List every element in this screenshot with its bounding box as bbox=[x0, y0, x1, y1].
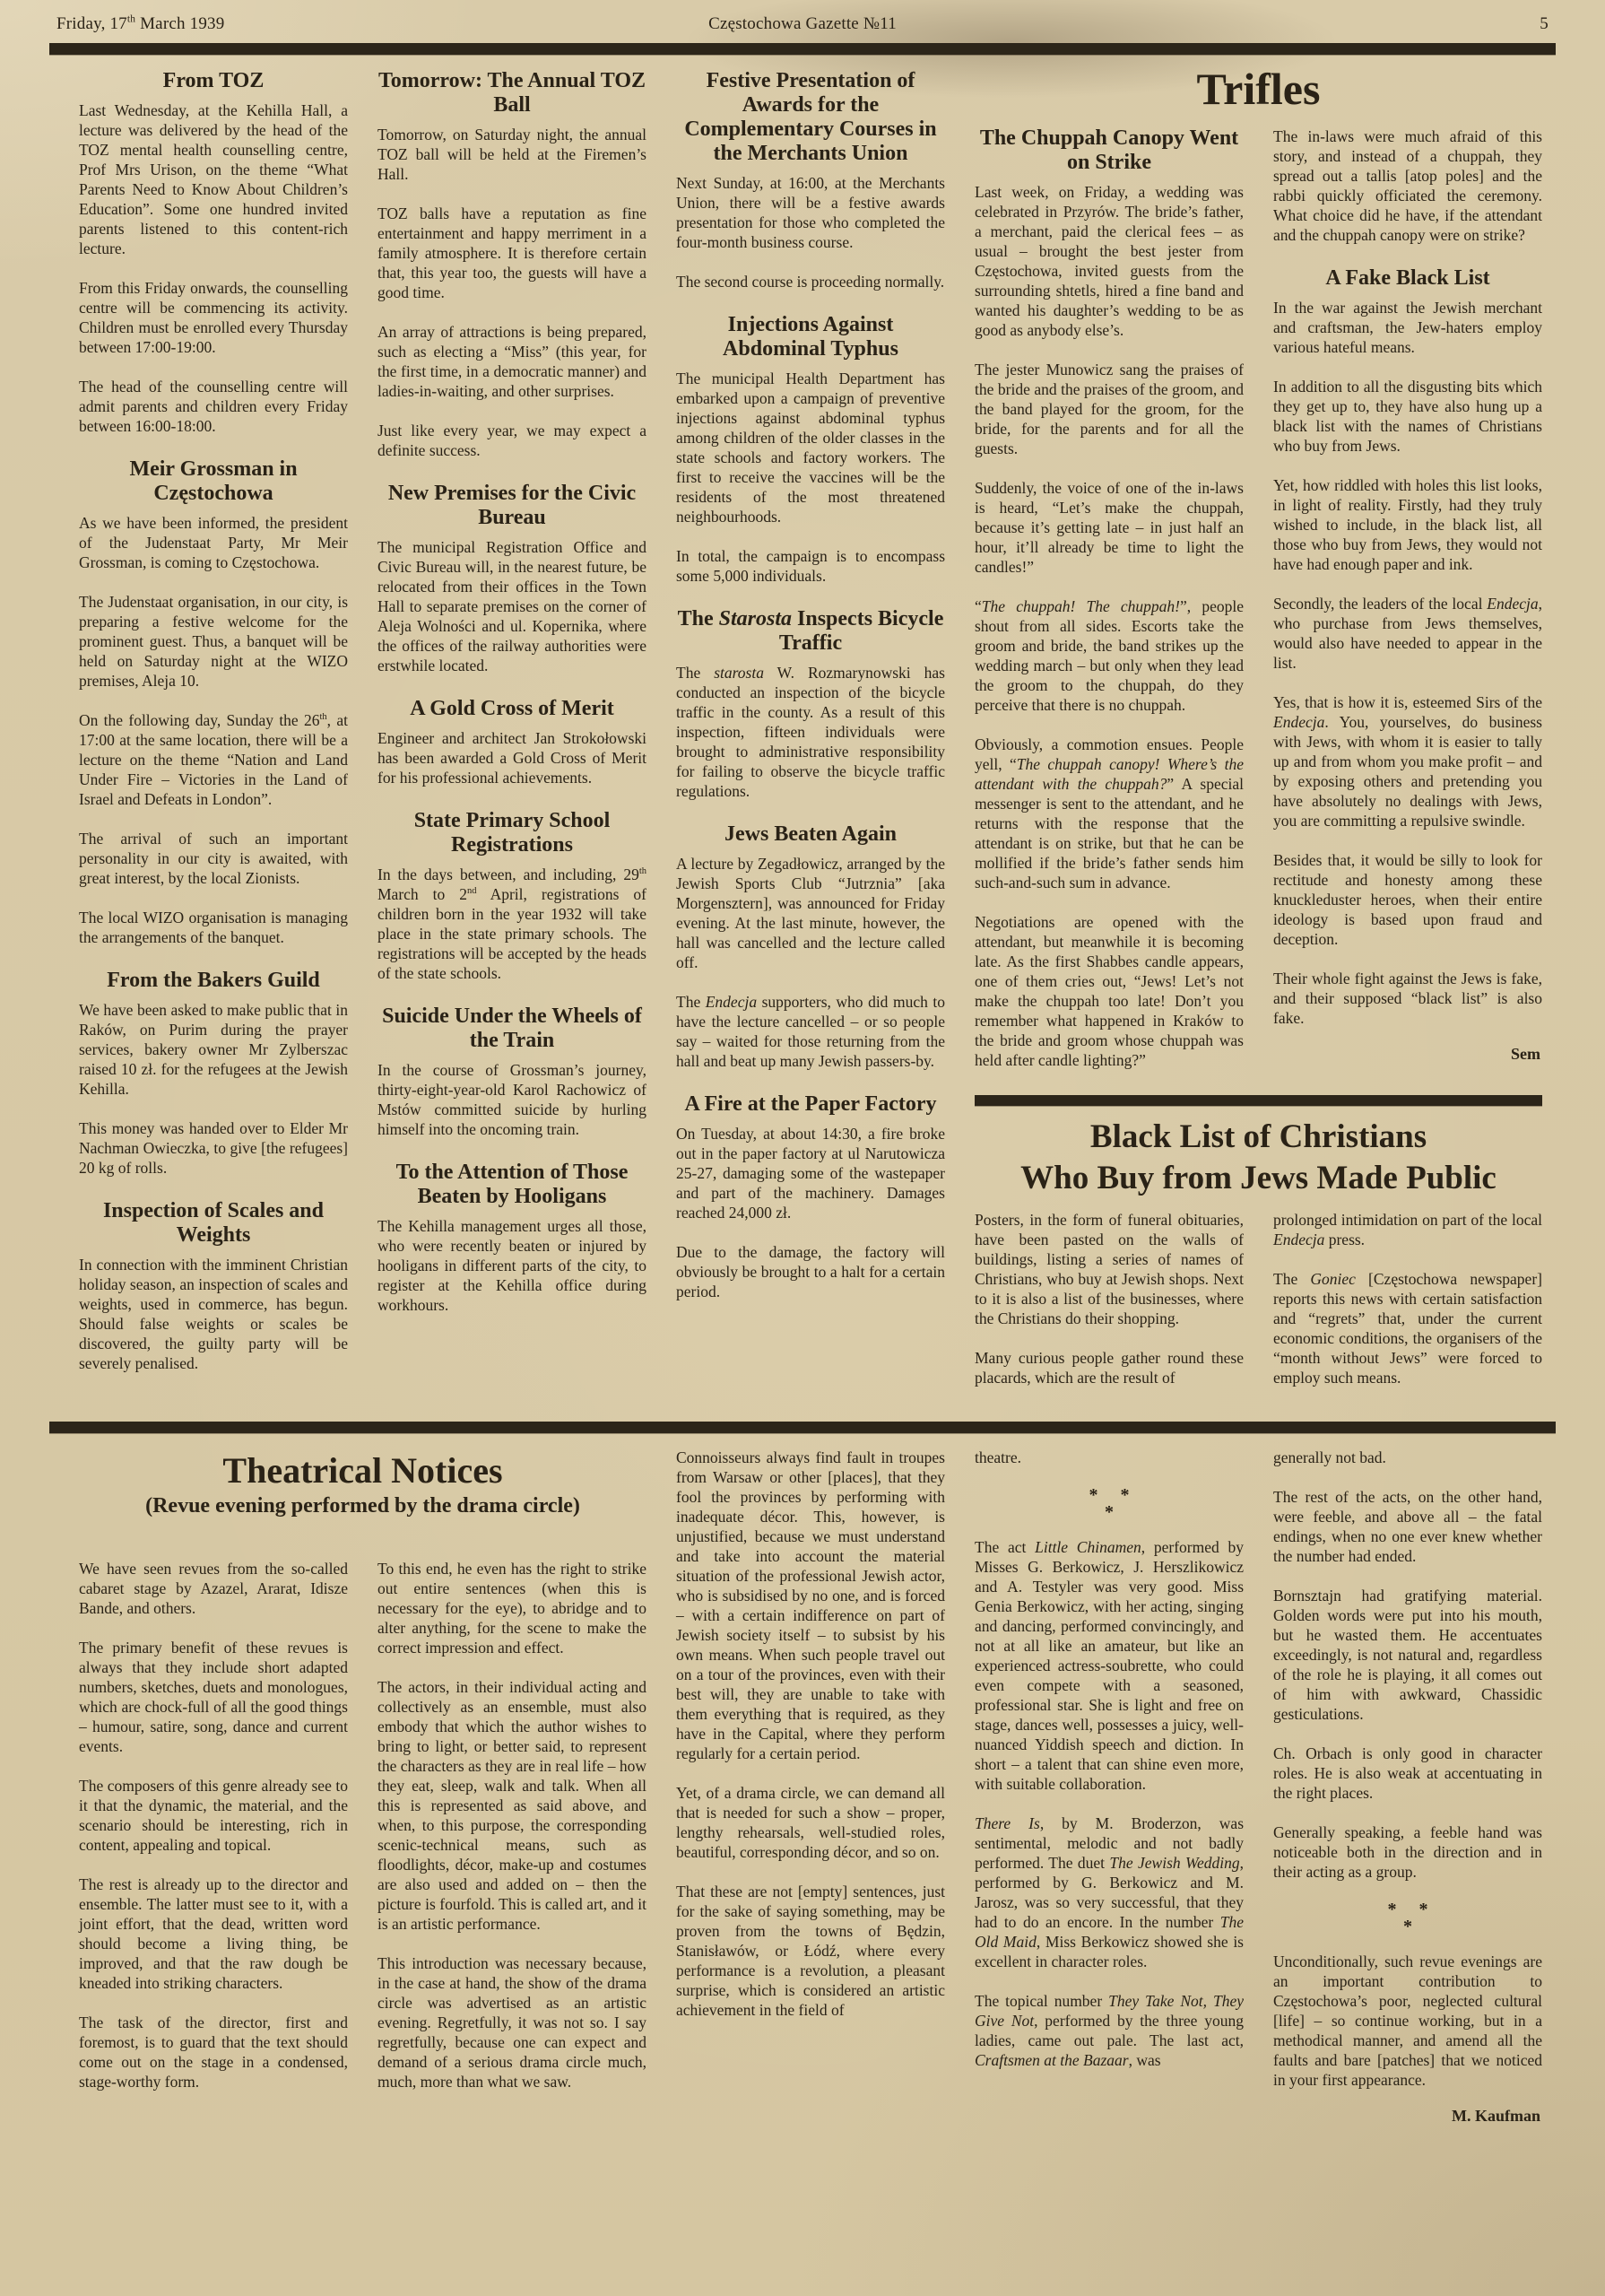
article-paragraph: Unconditionally, such revue evenings are an important contribution to Częstochowa’s poor, neglected cultural [life] – so continue working, but in a methodical manner, and amend all the faults and bare [patches] that we noticed in your first appearance. bbox=[1273, 1952, 1542, 2089]
author-signature: M. Kaufman bbox=[1452, 2107, 1540, 2125]
article-paragraph: The municipal Health Department has embarked upon a campaign of preventive injections against abdominal typhus among children of the older classes in the state schools and factory workers. The first to receive the vaccines will be the residents of the most threatened neighbourhoods. bbox=[676, 370, 945, 526]
page-number: 5 bbox=[1540, 14, 1549, 33]
article-paragraph: The composers of this genre already see to it that the dynamic, the material, and the scenario should be interesting, rich in content, appealing and topical. bbox=[79, 1777, 348, 1854]
article-paragraph: On the following day, Sunday the 26th, at 17:00 at the same location, there will be a lecture on the theme “Nation and Land Under Fire – Victories in the Land of Israel and Defeats in London”. bbox=[79, 711, 348, 808]
article-heading: The Chuppah Canopy Went on Strike bbox=[979, 126, 1239, 174]
theatrical-column-3 bbox=[676, 1448, 945, 2142]
article-paragraph: In the days between, and including, 29th March to 2nd April, registrations of children born in the year 1932 will take place in the state primary schools. The registrations will be accepted by the heads of the state schools. bbox=[377, 865, 646, 982]
article-paragraph: The primary benefit of these revues is always that they include short adapted numbers, sketches, duets and monologues, which are chock-full of all the good things – humour, satire, song, dance and current events. bbox=[79, 1639, 348, 1755]
top-column-1 bbox=[79, 69, 348, 1407]
header-rule bbox=[49, 43, 1556, 55]
theatrical-section bbox=[79, 1448, 1556, 2142]
article-paragraph: Their whole fight against the Jews is fake, and their supposed “black list” is also fake. bbox=[1273, 970, 1542, 1027]
section-divider-rule bbox=[49, 1422, 1556, 1433]
article-paragraph: Yes, that is how it is, esteemed Sirs of the Endecja. You, yourselves, do business with Jews, with whom it is easier to tally up and from whom you make profit – and by exposing others and pretending you have absolutely no dealings with Jews, you are committing a repulsive swindle. bbox=[1273, 693, 1542, 830]
article-paragraph: To this end, he even has the right to strike out entire sentences (when this is necessary for the eye), to abridge and to alter anything, for the scene to make the correct impression and effect. bbox=[377, 1560, 646, 1657]
article-paragraph: Last Wednesday, at the Kehilla Hall, a lecture was delivered by the head of the TOZ mental health counselling centre, Prof Mrs Urison, on the theme “What Parents Need to Know About Children’s Education”. Some one hundred invited parents listened to this content-rich lecture. bbox=[79, 101, 348, 257]
theatrical-column-1 bbox=[79, 1559, 348, 2142]
article-paragraph: This money was handed over to Elder Mr Nachman Owieczka, to give [the refugees] 20 kg of rolls. bbox=[79, 1119, 348, 1177]
article-paragraph: The municipal Registration Office and Civic Bureau will, in the nearest future, be relocated from their offices in the Town Hall to separate premises on the corner of Aleja Wolności and ul. Kopernika, where the offices of the railway authorities were erstwhile located. bbox=[377, 538, 646, 674]
article-paragraph: The second course is proceeding normally. bbox=[676, 273, 945, 291]
article-paragraph: The rest is already up to the director and ensemble. The latter must see to it, with a joint effort, that the dead, written word should become a living thing, be improved, and that the raw dough be kneaded into striking characters. bbox=[79, 1875, 348, 1992]
article-paragraph: A lecture by Zegadłowicz, arranged by the Jewish Sports Club “Jutrznia” [aka Morgensztern], was announced for Friday evening. At the last minute, however, the hall was cancelled and the lecture called off. bbox=[676, 855, 945, 971]
trifles-column-right bbox=[1273, 126, 1542, 1090]
article-paragraph: There Is, by M. Broderzon, was sentimental, melodic and not badly performed. The duet The Jewish Wedding, performed by G. Berkowicz and M. Jarosz, was so very successful, that they had to do an encore. In the number The Old Maid, Miss Berkowicz showed she is excellent in character roles. bbox=[975, 1814, 1245, 1970]
article-paragraph: This introduction was necessary because, in the case at hand, the show of the drama circle was advertised as an artistic evening. Regretfully, it was not so. I say regretfully, because one can expect and demand of a serious drama circle much, much, more than what we saw. bbox=[377, 1954, 646, 2091]
article-paragraph: Many curious people gather round these placards, which are the result of bbox=[975, 1349, 1244, 1387]
article-paragraph: Generally speaking, a feeble hand was noticeable both in the direction and in their acting as a group. bbox=[1273, 1823, 1542, 1881]
article-heading: Festive Presentation of Awards for the Complementary Courses in the Merchants Union bbox=[684, 69, 937, 165]
theatrical-column-2 bbox=[377, 1559, 646, 2142]
article-heading: New Premises for the Civic Bureau bbox=[387, 482, 637, 529]
top-column-3 bbox=[676, 69, 945, 1407]
article-paragraph: generally not bad. bbox=[1273, 1448, 1386, 1466]
article-paragraph: Besides that, it would be silly to look for rectitude and honesty among these knuckleduster heroes, when their entire ideology is based upon fraud and deception. bbox=[1273, 851, 1542, 948]
article-paragraph: On Tuesday, at about 14:30, a fire broke out in the paper factory at ul Narutowicza 25-27, damaging some of the wastepaper and part of the machinery. Damages reached 24,000 zł. bbox=[676, 1125, 945, 1222]
newspaper-page bbox=[49, 0, 1556, 2142]
article-paragraph: In connection with the imminent Christian holiday season, an inspection of scales and weights, used in commerce, has begun. Should false weights or scales be discovered, the guilty party will be severely penalised. bbox=[79, 1256, 348, 1372]
article-paragraph: We have been asked to make public that in Raków, on Purim during the prayer services, bakery owner Mr Zylberszac raised 10 zł. for the refugees at the Jewish Kehilla. bbox=[79, 1001, 348, 1098]
article-heading: To the Attention of Those Beaten by Hooligans bbox=[395, 1161, 629, 1208]
article-paragraph: The jester Munowicz sang the praises of the bride and the praises of the groom, and the band played for the groom, for the bride, for the parents and for all the guests. bbox=[975, 361, 1244, 457]
article-paragraph: Due to the damage, the factory will obviously be brought to a halt for a certain period. bbox=[676, 1243, 945, 1300]
article-paragraph: Negotiations are opened with the attendant, but meanwhile it is becoming late. As the first Shabbes candle appears, one of them cries out, “Jews! Let’s not make the chuppah too late! Don’t you remember what happened in Kraków to the bride and groom whose chuppah was held after candle lighting?” bbox=[975, 913, 1244, 1069]
article-paragraph: That these are not [empty] sentences, just for the sake of saying something, may be proven from the towns of Będzin, Stanisławów, or Łódź, where every performance is a revolution, a pleasant surprise, which is considered an artistic achievement in the field of bbox=[676, 1883, 945, 2019]
blacklist-title-line2: Who Buy from Jews Made Public bbox=[1020, 1160, 1497, 1196]
page-header bbox=[49, 0, 1556, 43]
issue-date: Friday, 17th March 1939 bbox=[56, 13, 225, 33]
article-paragraph: In addition to all the disgusting bits which they get up to, they have also hung up a black list with the names of Christians who buy from Jews. bbox=[1273, 378, 1542, 455]
article-paragraph: The Goniec [Częstochowa newspaper] reports this news with certain satisfaction and “regrets” that, under the current economic conditions, the organisers of the “month without Jews” were forced to employ such means. bbox=[1273, 1270, 1542, 1387]
author-signature: Sem bbox=[1511, 1045, 1540, 1063]
article-paragraph: The Kehilla management urges all those, who were recently beaten or injured by hooligans in different parts of the city, to register at the Kehilla office during workhours. bbox=[377, 1217, 646, 1314]
article-heading: Tomorrow: The Annual TOZ Ball bbox=[377, 69, 646, 117]
article-paragraph: Secondly, the leaders of the local Endecja, who purchase from Jews themselves, would also have needed to appear in the list. bbox=[1273, 595, 1542, 672]
article-paragraph: In the course of Grossman’s journey, thirty-eight-year-old Karol Rachowicz of Mstów committed suicide by hurling himself into the oncoming train. bbox=[377, 1061, 646, 1138]
article-paragraph: Ch. Orbach is only good in character roles. He is also weak at accentuating in the right places. bbox=[1273, 1744, 1542, 1802]
article-paragraph: The starosta W. Rozmarynowski has conducted an inspection of the bicycle traffic in the county. As a result of this inspection, fifteen individuals were brought to administrative responsibility for failing to observe the bicycle traffic regulations. bbox=[676, 664, 945, 800]
article-paragraph: Just like every year, we may expect a definite success. bbox=[377, 422, 646, 459]
article-paragraph: Last week, on Friday, a wedding was celebrated in Przyrów. The bride’s father, a merchant, paid the clerical fees – as usual – brought the best jester from Częstochowa, invited guests from the surrounding shtetls, hired a fine band and wanted his daughter’s wedding to be as good as anybody else’s. bbox=[975, 183, 1244, 339]
theatrical-column-5 bbox=[1273, 1448, 1542, 2142]
article-paragraph: The act Little Chinamen, performed by Misses G. Berkowicz, J. Herszlikowicz and A. Testyler was very good. Miss Genia Berkowicz, with her acting, singing and dancing, performed convincingly, and not at all like an amateur, but like an experienced actress-soubrette, who could even compete with a seasoned, professional star. She is light and free on stage, dances well, possesses a juicy, well-nuanced Yiddish speech and diction. In short – a talent that can shine even more, with suitable collaboration. bbox=[975, 1538, 1244, 1793]
article-paragraph: From this Friday onwards, the counselling centre will be commencing its activity. Children must be enrolled every Thursday between 17:00-19:00. bbox=[79, 279, 348, 356]
blacklist-column-left bbox=[975, 1210, 1244, 1407]
article-paragraph: Bornsztajn had gratifying material. Golden words were put into his mouth, but he wasted them. He accentuates exceedingly, is not natural and, regardless of the role he is playing, it all comes out of him with awkward, Chassidic gesticulations. bbox=[1273, 1587, 1542, 1723]
masthead-title: Częstochowa Gazette №11 bbox=[708, 14, 897, 33]
article-paragraph: The local WIZO organisation is managing the arrangements of the banquet. bbox=[79, 909, 348, 946]
article-paragraph: The head of the counselling centre will admit parents and children every Friday between 16:00-18:00. bbox=[79, 378, 348, 435]
asterism-divider: * * * bbox=[1387, 1900, 1428, 1936]
blacklist-column-right bbox=[1273, 1210, 1542, 1407]
article-paragraph: The actors, in their individual acting and collectively as an ensemble, must also embody that which the author wishes to bring to light, or better said, to represent the characters as they are in real life – how they eat, sleep, walk and talk. When all this is represented as said above, and when, to this purpose, the corresponding scenic-technical means, such as floodlights, décor, make-up and costumes are also used and added on – then the picture is fourfold. This is called art, and it is an artistic performance. bbox=[377, 1678, 646, 1933]
top-column-2 bbox=[377, 69, 646, 1407]
article-paragraph: The in-laws were much afraid of this story, and instead of a chuppah, they spread out a tallis [atop poles] and the rabbi quickly officiated the ceremony. What choice did he have, if the attendant and the chuppah canopy were on strike? bbox=[1273, 127, 1542, 244]
trifles-column-left bbox=[975, 126, 1244, 1090]
article-paragraph: The Judenstaat organisation, in our city, is preparing a festive welcome for the prominent guest. Thus, a banquet will be held on Saturday night at the WIZO premises, Aleja 10. bbox=[79, 593, 348, 690]
article-heading: A Gold Cross of Merit bbox=[410, 697, 614, 720]
article-paragraph: The arrival of such an important personality in our city is awaited, with great interest, by the local Zionists. bbox=[79, 830, 348, 887]
trifles-section bbox=[975, 64, 1542, 1407]
article-heading: State Primary School Registrations bbox=[413, 809, 611, 857]
blacklist-title bbox=[975, 1117, 1542, 1199]
article-heading: From TOZ bbox=[162, 69, 265, 92]
article-paragraph: theatre. bbox=[975, 1448, 1021, 1466]
article-heading: Suicide Under the Wheels of the Train bbox=[382, 1004, 642, 1052]
article-heading: Meir Grossman in Częstochowa bbox=[129, 457, 298, 505]
asterism-divider: * * * bbox=[1089, 1485, 1130, 1522]
blacklist-columns bbox=[975, 1210, 1542, 1407]
article-paragraph: Yet, how riddled with holes this list looks, in light of reality. Firstly, had they truly wished to include, in the black list, all those who buy from Jews, they would not have had enough paper and ink. bbox=[1273, 476, 1542, 573]
article-paragraph: Suddenly, the voice of one of the in-laws is heard, “Let’s make the chuppah, because it’s getting late – in just half an hour, it’ll already be time to light the candles!” bbox=[975, 479, 1244, 576]
article-paragraph: TOZ balls have a reputation as fine entertainment and happy merriment in a family atmosphere. It is therefore certain that, this year too, the guests will have a good time. bbox=[377, 204, 646, 301]
article-paragraph: Yet, of a drama circle, we can demand all that is needed for such a show – proper, lengthy rehearsals, well-studied roles, beautiful, corresponding décor, and so on. bbox=[676, 1784, 945, 1861]
article-paragraph: Posters, in the form of funeral obituaries, have been pasted on the walls of buildings, listing a series of names of Christians, who buy at Jewish shops. Next to it is also a list of the businesses, where the Christians do their shopping. bbox=[975, 1211, 1244, 1327]
article-heading: Jews Beaten Again bbox=[724, 822, 897, 846]
article-paragraph: In total, the campaign is to encompass some 5,000 individuals. bbox=[676, 547, 945, 585]
theatrical-title: Theatrical Notices bbox=[222, 1450, 503, 1491]
article-heading: From the Bakers Guild bbox=[107, 969, 320, 992]
article-paragraph: In the war against the Jewish merchant and craftsman, the Jew-haters employ various hateful means. bbox=[1273, 299, 1542, 356]
article-paragraph: Next Sunday, at 16:00, at the Merchants Union, there will be a festive awards presentation for those who completed the four-month business course. bbox=[676, 174, 945, 251]
article-paragraph: Obviously, a commotion ensues. People yell, “The chuppah canopy! Where’s the attendant with the chuppah?” A special messenger is sent to the attendant, and he returns with the response that the attendant is on strike, but that he can be mollified if the bride’s father sends him such-and-such sum in advance. bbox=[975, 735, 1244, 891]
top-section bbox=[79, 64, 1556, 1407]
article-paragraph: “The chuppah! The chuppah!”, people shout from all sides. Escorts take the groom and bride, the band strikes up the wedding march – but only when they lead the groom to the chuppah, do they perceive that there is no chuppah. bbox=[975, 597, 1244, 714]
theatrical-header bbox=[79, 1448, 646, 1559]
blacklist-top-rule bbox=[975, 1095, 1542, 1106]
trifles-title: Trifles bbox=[1196, 64, 1321, 114]
article-paragraph: The Endecja supporters, who did much to have the lecture cancelled – or so people say – waited for those returning from the hall and beat up many Jewish passers-by. bbox=[676, 993, 945, 1070]
article-paragraph: Tomorrow, on Saturday night, the annual TOZ ball will be held at the Firemen’s Hall. bbox=[377, 126, 646, 183]
article-paragraph: Connoisseurs always find fault in troupes from Warsaw or other [places], that they fool the provinces by performing with inadequate décor. This, however, is unjustified, because we must understand and take into account the material situation of the professional Jewish actor, who is subsidised by no one, and is forced – with a certain indifference on part of Jewish society itself – to subsist by his own means. When such people travel out on a tour of the provinces, even with their best will, they are unable to take with them everything that is required, as they have in the Capital, where they perform regularly for a certain period. bbox=[676, 1448, 945, 1762]
article-paragraph: Engineer and architect Jan Strokołowski has been awarded a Gold Cross of Merit for his professional achievements. bbox=[377, 729, 646, 787]
article-heading: A Fire at the Paper Factory bbox=[684, 1092, 937, 1116]
trifles-columns bbox=[975, 126, 1542, 1090]
blacklist-section bbox=[975, 1117, 1542, 1407]
article-paragraph: We have seen revues from the so-called cabaret stage by Azazel, Ararat, Idisze Bande, and others. bbox=[79, 1560, 348, 1617]
theatrical-column-4 bbox=[975, 1448, 1244, 2142]
article-heading: The Starosta Inspects Bicycle Traffic bbox=[677, 607, 944, 655]
article-paragraph: The rest of the acts, on the other hand, were feeble, and above all – the fatal endings, when no one ever knew whether the number had ended. bbox=[1273, 1488, 1542, 1565]
article-paragraph: An array of attractions is being prepared, such as electing a “Miss” (this year, for the first time, in a democratic manner) and ladies-in-waiting, and other surprises. bbox=[377, 323, 646, 400]
article-heading: Inspection of Scales and Weights bbox=[102, 1199, 325, 1247]
blacklist-title-line1: Black List of Christians bbox=[1089, 1118, 1427, 1155]
article-paragraph: prolonged intimidation on part of the local Endecja press. bbox=[1273, 1211, 1542, 1248]
article-paragraph: The task of the director, first and foremost, is to guard that the text should come out on the stage in a condensed, stage-worthy form. bbox=[79, 2013, 348, 2091]
theatrical-subtitle: (Revue evening performed by the drama circle) bbox=[145, 1494, 580, 1518]
article-paragraph: As we have been informed, the president of the Judenstaat Party, Mr Meir Grossman, is coming to Częstochowa. bbox=[79, 514, 348, 571]
article-heading: Injections Against Abdominal Typhus bbox=[723, 313, 898, 361]
article-heading: A Fake Black List bbox=[1325, 266, 1490, 290]
article-paragraph: The topical number They Take Not, They Give Not, performed by the three young ladies, came out pale. The last act, Craftsmen at the Bazaar, was bbox=[975, 1992, 1244, 2069]
